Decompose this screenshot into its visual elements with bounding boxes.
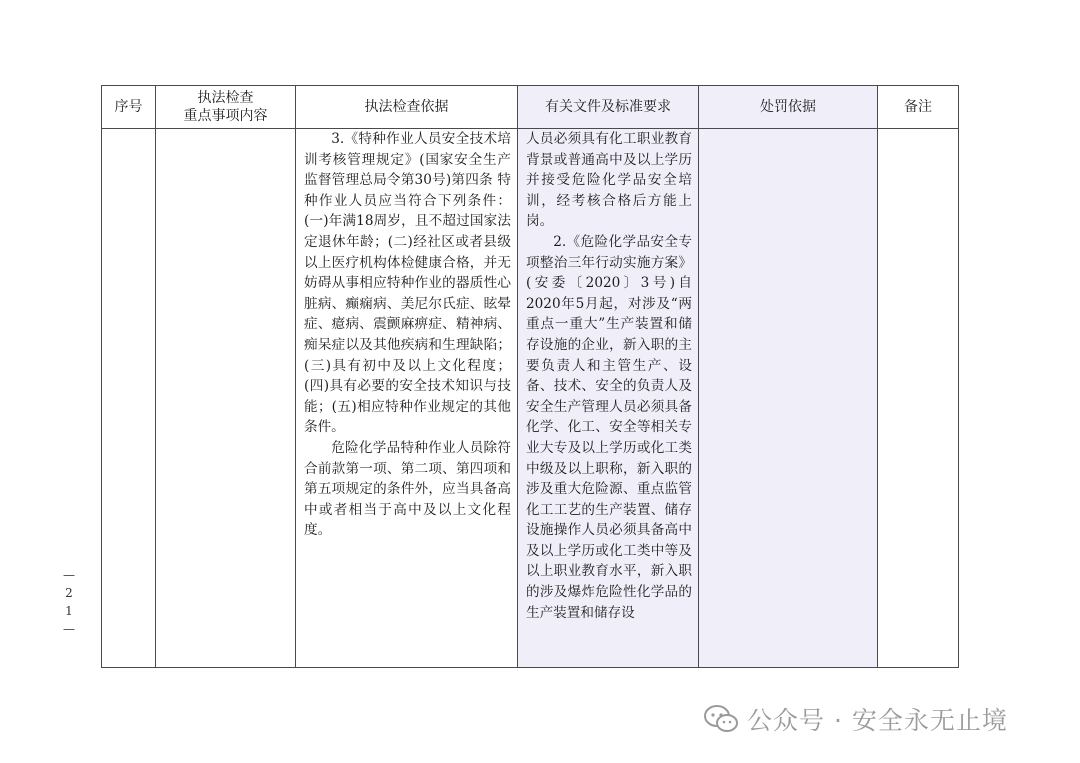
header-penalty: 处罚依据 [699, 86, 878, 129]
header-standard: 有关文件及标准要求 [518, 86, 699, 129]
page-number-dash-top: — [63, 568, 75, 582]
cell-seq [102, 129, 156, 668]
cell-item [156, 129, 296, 668]
page-number-digit-2: 1 [65, 604, 73, 618]
wechat-icon [703, 704, 739, 734]
header-basis: 执法检查依据 [296, 86, 518, 129]
page-number-dash-bottom: — [63, 622, 75, 636]
basis-paragraph-1: 3.《特种作业人员安全技术培训考核管理规定》(国家安全生产监督管理总局令第30号)第四条 特种作业人员应当符合下列条件：(一)年满18周岁，且不超过国家法定退休年龄；(二)经社区或者县级以上医疗机构体检健康合格，并无妨碍从事相应特种作业的器质性心脏病、癫痫病、美尼尔氏症、眩晕症、癔病、震颤麻痹症、精神病、痴呆症以及其他疾病和生理缺陷；(三)具有初中及以上文化程度；(四)具有必要的安全技术知识与技能；(五)相应特种作业规定的其他条件。 [304, 131, 511, 436]
header-item: 执法检查 重点事项内容 [156, 86, 296, 129]
header-seq: 序号 [102, 86, 156, 129]
header-remark: 备注 [878, 86, 959, 129]
watermark [703, 701, 1008, 737]
cell-penalty [699, 129, 878, 668]
enforcement-table [101, 85, 959, 668]
header-row [102, 86, 959, 129]
cell-basis [296, 129, 518, 668]
page-number-digit-1: 2 [65, 586, 73, 600]
watermark-text: 公众号 · 安全永无止境 [747, 706, 1008, 735]
cell-remark [878, 129, 959, 668]
page-number [62, 566, 76, 638]
standard-paragraph-1: 人员必须具有化工职业教育背景或普通高中及以上学历并接受危险化学品安全培训，经考核合格后方能上岗。 [526, 131, 692, 230]
table-row [102, 129, 959, 668]
basis-paragraph-2: 危险化学品特种作业人员除符合前款第一项、第二项、第四项和第五项规定的条件外，应当具备高中或者相当于高中及以上文化程度。 [304, 439, 511, 539]
standard-paragraph-2: 2.《危险化学品安全专项整治三年行动实施方案》(安委〔2020〕3号)自2020年5月起，对涉及“两重点一重大”生产装置和储存设施的企业，新入职的主要负责人和主管生产、设备、技术、安全的负责人及安全生产管理人员必须具备化学、化工、安全等相关专业大专及以上学历或化工类中级及以上职称，新入职的涉及重大危险源、重点监管化工工艺的生产装置、储存设施操作人员必须具备高中及以上学历或化工类中等及以上职业教育水平，新入职的涉及爆炸危险性化学品的生产装置和储存设 [526, 233, 692, 621]
cell-standard [518, 129, 699, 668]
